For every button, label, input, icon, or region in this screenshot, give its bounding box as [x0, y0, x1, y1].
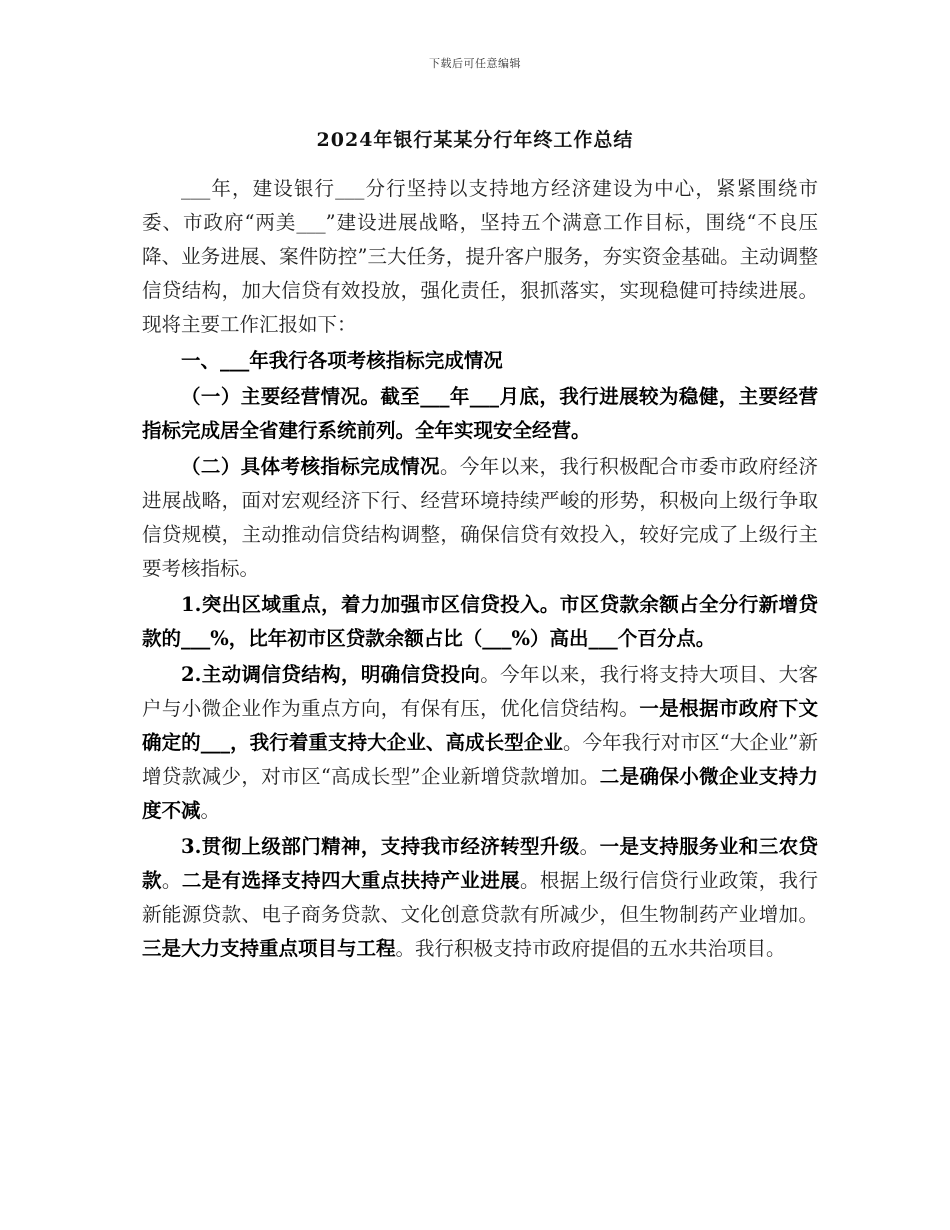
text-run: 。 [200, 799, 221, 822]
text-run: 。根据上级行信贷行业政策，我行新能源贷款、电子商务贷款、文化创意贷款有所减少，但生物制药产业增加。 [142, 869, 818, 926]
text-run: 二是有选择支持四大重点扶持产业进展 [181, 869, 520, 892]
paragraph-item-1 [142, 588, 818, 656]
text-run: 二是确保小微企业支持力度不减 [142, 765, 818, 822]
text-run: 。今年我行对市区“大企业”新增贷款减少，对市区“高成长型”企业新增贷款增加。 [142, 731, 818, 788]
text-run: 3.贯彻上级部门精神，支持我市经济转型升级 [181, 835, 580, 858]
text-run: 一是根据市政府下文确定的___，我行着重支持大企业、高成长型企业 [142, 697, 818, 754]
text-run: （二）具体考核指标完成情况 [181, 455, 440, 478]
text-run: 三是大力支持重点项目与工程 [142, 937, 396, 960]
text-run: 2.主动调信贷结构，明确信贷投向 [181, 663, 481, 686]
paragraph-indicators [142, 450, 818, 586]
text-run: 。今年以来，我行将支持大项目、大客户与小微企业作为重点方向，有保有压，优化信贷结构。 [142, 663, 818, 720]
document-body [142, 172, 818, 968]
paragraph-intro [142, 172, 818, 342]
text-run: 。 [579, 835, 600, 858]
text-run: 一是支持服务业和三农贷款 [142, 835, 818, 892]
text-run: 。我行积极支持市政府提倡的五水共治项目。 [395, 937, 786, 960]
paragraph-item-3 [142, 830, 818, 966]
document-title: 2024年银行某某分行年终工作总结 [316, 129, 634, 151]
header-note: 下载后可任意编辑 [429, 57, 521, 70]
text-run: ___年，建设银行___分行坚持以支持地方经济建设为中心，紧紧围绕市委、市政府“两美___”建设进展战略，坚持五个满意工作目标，围绕“不良压降、业务进展、案件防控”三大任务，提升客户服务，夯实资金基础。主动调整信贷结构，加大信贷有效投放，强化责任，狠抓落实，实现稳健可持续进展。现将主要工作汇报如下： [142, 177, 818, 336]
text-run: （一）主要经营情况。截至___年___月底，我行进展较为稳健，主要经营指标完成居全省建行系统前列。全年实现安全经营。 [142, 385, 818, 442]
section-heading [142, 344, 818, 378]
paragraph-item-2 [142, 658, 818, 828]
text-run: 。 [161, 869, 182, 892]
text-run: 1.突出区域重点，着力加强市区信贷投入。市区贷款余额占全分行新增贷款的___%，比年初市区贷款余额占比（___%）高出___个百分点。 [142, 593, 818, 650]
text-run: 一、___年我行各项考核指标完成情况 [181, 349, 503, 372]
text-run: 。今年以来，我行积极配合市委市政府经济进展战略，面对宏观经济下行、经营环境持续严峻的形势，积极向上级行争取信贷规模，主动推动信贷结构调整，确保信贷有效投入，较好完成了上级行主要考核指标。 [142, 455, 818, 580]
paragraph-main-operations [142, 380, 818, 448]
